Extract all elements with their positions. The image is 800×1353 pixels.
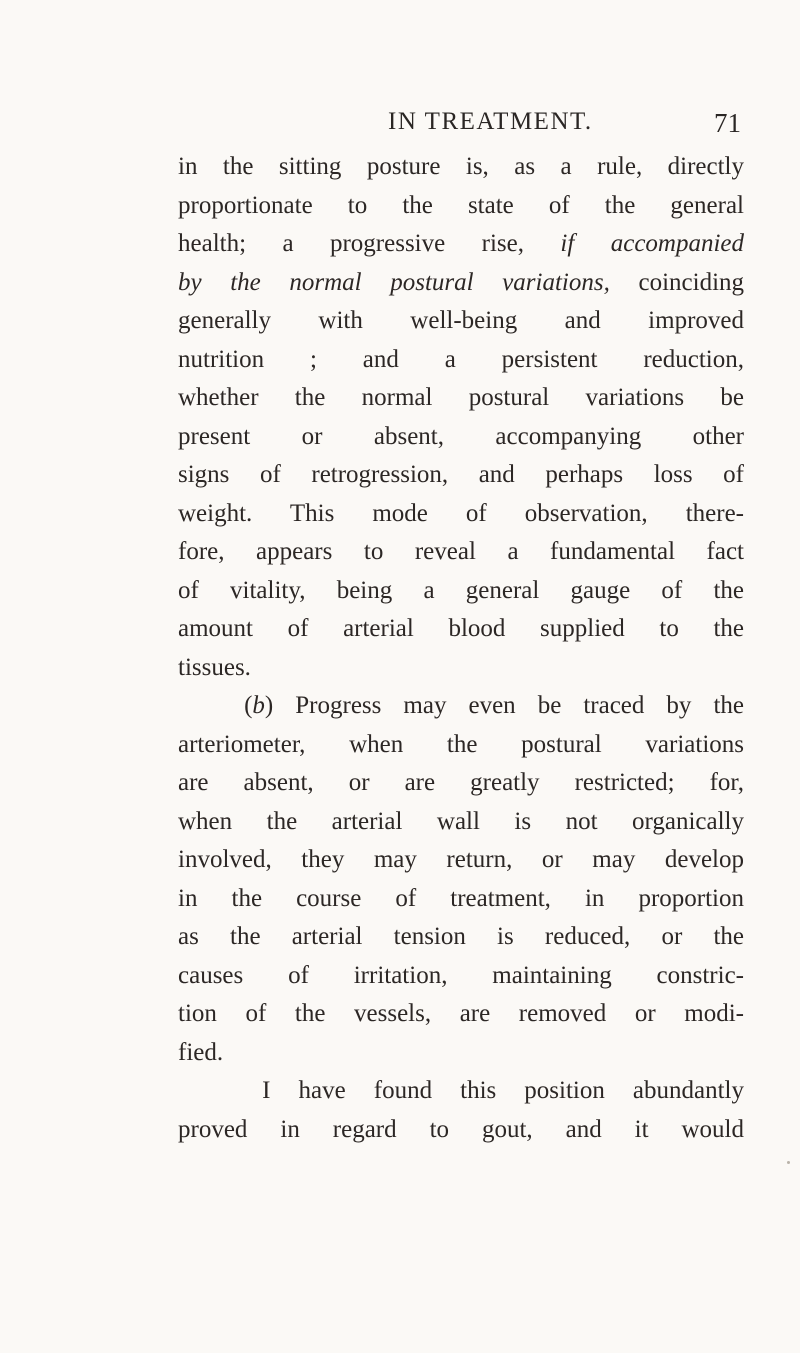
text-fragment: causes of irritation, maintaining constric-	[178, 961, 744, 989]
text-line	[178, 880, 744, 919]
text-line	[178, 148, 744, 187]
text-fragment: involved, they may return, or may develop	[178, 846, 744, 873]
text-fragment: when the arterial wall is not organically	[178, 807, 744, 835]
text-fragment: proportionate to the state of the general	[178, 191, 744, 219]
text-line	[178, 264, 744, 303]
body-text	[178, 148, 744, 1149]
text-fragment: in the course of treatment, in proportion	[178, 884, 744, 912]
text-fragment: signs of retrogression, and perhaps loss of	[178, 461, 744, 488]
text-line	[178, 572, 744, 611]
italic-phrase: by the normal postural variations,	[178, 268, 610, 296]
page-number: 71	[714, 108, 741, 138]
text-line	[178, 418, 744, 457]
text-fragment: of vitality, being a general gauge of the	[178, 576, 744, 604]
paper-speck	[787, 1161, 790, 1164]
text-fragment: nutrition ; and a persistent reduction,	[178, 345, 744, 373]
text-line	[178, 726, 744, 765]
text-line	[178, 764, 744, 803]
text-fragment: tion of the vessels, are removed or modi-	[178, 1000, 744, 1027]
text-fragment: whether the normal postural variations be	[178, 384, 744, 411]
text-fragment: health; a progressive rise,	[178, 230, 524, 257]
italic-phrase: if accompanied	[560, 230, 745, 257]
text-fragment: I have found this position abundantly	[262, 1077, 744, 1104]
text-line	[178, 302, 744, 341]
text-line	[178, 649, 744, 688]
text-line	[178, 841, 744, 880]
text-fragment: weight. This mode of observation, there-	[178, 499, 744, 527]
text-line	[178, 379, 744, 418]
text-line	[178, 341, 744, 380]
text-line	[178, 1072, 744, 1111]
text-line	[178, 610, 744, 649]
text-line	[178, 957, 744, 996]
text-fragment: ) Progress may even be traced by the	[264, 692, 744, 719]
text-line	[178, 1034, 744, 1073]
text-fragment: in the sitting posture is, as a rule, directly	[178, 153, 744, 180]
text-fragment: are absent, or are greatly restricted; for,	[178, 769, 744, 796]
text-line	[178, 1111, 744, 1150]
text-line	[178, 995, 744, 1034]
text-fragment: fore, appears to reveal a fundamental fact	[178, 538, 744, 565]
text-fragment: proved in regard to gout, and it would	[178, 1115, 744, 1143]
text-line	[178, 456, 744, 495]
italic-phrase: b	[252, 692, 265, 719]
text-line	[178, 187, 744, 226]
text-fragment: generally with well-being and improved	[178, 307, 744, 334]
running-head	[178, 108, 741, 142]
text-fragment: fied.	[178, 1038, 224, 1066]
text-fragment: present or absent, accompanying other	[178, 422, 744, 450]
text-fragment: tissues.	[178, 653, 251, 681]
text-line	[178, 533, 744, 572]
text-line	[178, 803, 744, 842]
text-line	[178, 918, 744, 957]
text-line	[178, 225, 744, 264]
text-line	[178, 495, 744, 534]
text-fragment: amount of arterial blood supplied to the	[178, 615, 744, 642]
text-fragment: arteriometer, when the postural variations	[178, 730, 744, 758]
text-fragment: as the arterial tension is reduced, or the	[178, 923, 744, 950]
text-fragment: coinciding	[638, 268, 745, 296]
text-fragment: (	[244, 692, 253, 719]
running-head-title: IN TREATMENT.	[388, 108, 593, 135]
text-line	[178, 687, 744, 726]
